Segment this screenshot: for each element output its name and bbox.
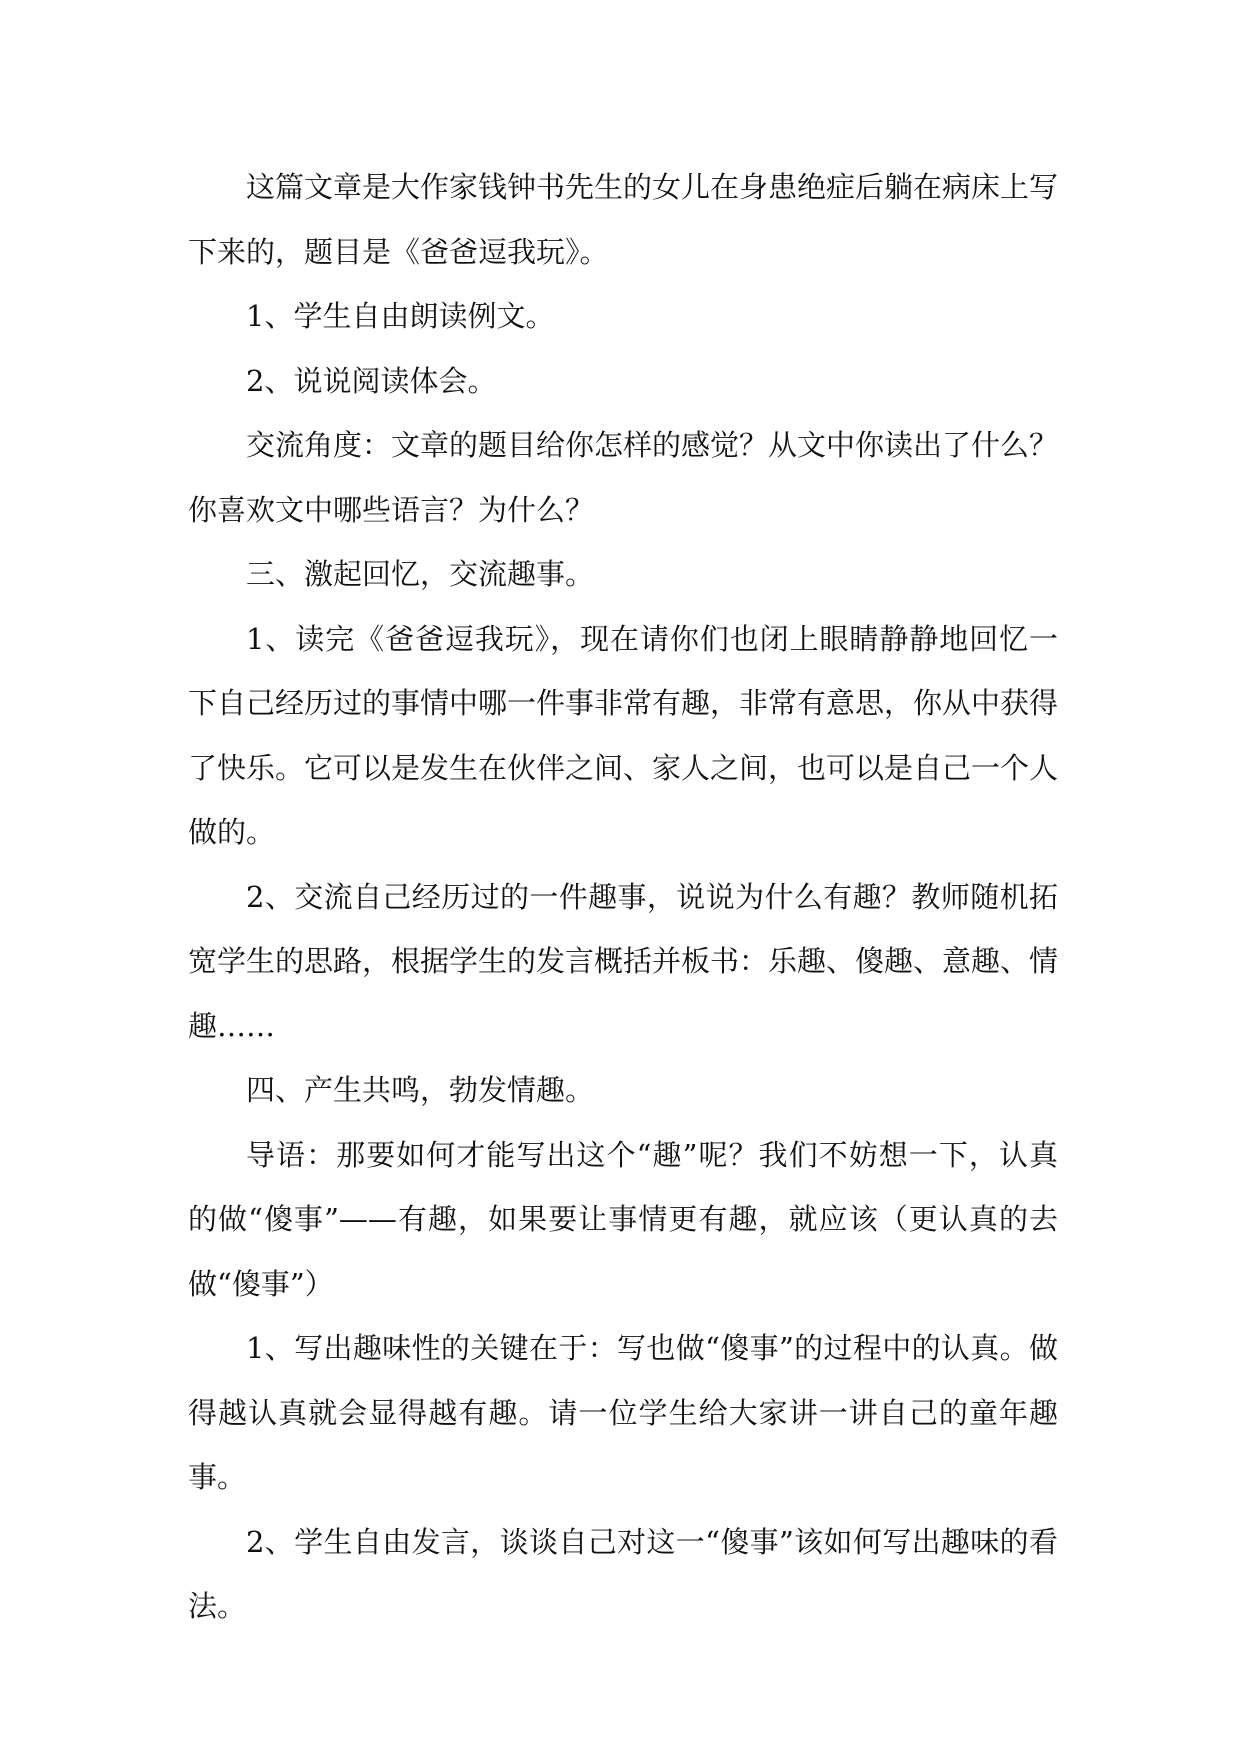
- paragraph-key-point: 1、写出趣味性的关键在于：写也做“傻事”的过程中的认真。做得越认真就会显得越有趣。请一位学生给大家讲一讲自己的童年趣事。: [188, 1331, 1058, 1494]
- paragraph-discussion-angle: 交流角度：文章的题目给你怎样的感觉？从文中你读出了什么？你喜欢文中哪些语言？为什么？: [188, 428, 1059, 527]
- document-body: [188, 155, 1058, 1639]
- paragraph-intro: 这篇文章是大作家钱钟书先生的女儿在身患绝症后躺在病床上写下来的，题目是《爸爸逗我玩》。: [188, 170, 1059, 269]
- paragraph-step-read: 1、学生自由朗读例文。: [246, 299, 555, 333]
- paragraph-recall: 1、读完《爸爸逗我玩》，现在请你们也闭上眼睛静静地回忆一下自己经历过的事情中哪一件事非常有趣，非常有意思，你从中获得了快乐。它可以是发生在伙伴之间、家人之间，也可以是自己一个人做的。: [188, 621, 1059, 849]
- section-heading-three: 三、激起回忆，交流趣事。: [246, 557, 595, 591]
- paragraph-step-share: 2、说说阅读体会。: [246, 363, 497, 398]
- section-heading-four: 四、产生共鸣，勃发情趣。: [246, 1073, 595, 1107]
- paragraph-exchange: 2、交流自己经历过的一件趣事，说说为什么有趣？教师随机拓宽学生的思路，根据学生的发言概括并板书：乐趣、傻趣、意趣、情趣……: [188, 879, 1059, 1043]
- paragraph-lead-in: 导语：那要如何才能写出这个“趣”呢？我们不妨想一下，认真的做“傻事”——有趣，如果要让事情更有趣，就应该（更认真的去做“傻事”）: [188, 1137, 1058, 1301]
- paragraph-free-speech: 2、学生自由发言，谈谈自己对这一“傻事”该如何写出趣味的看法。: [188, 1524, 1058, 1623]
